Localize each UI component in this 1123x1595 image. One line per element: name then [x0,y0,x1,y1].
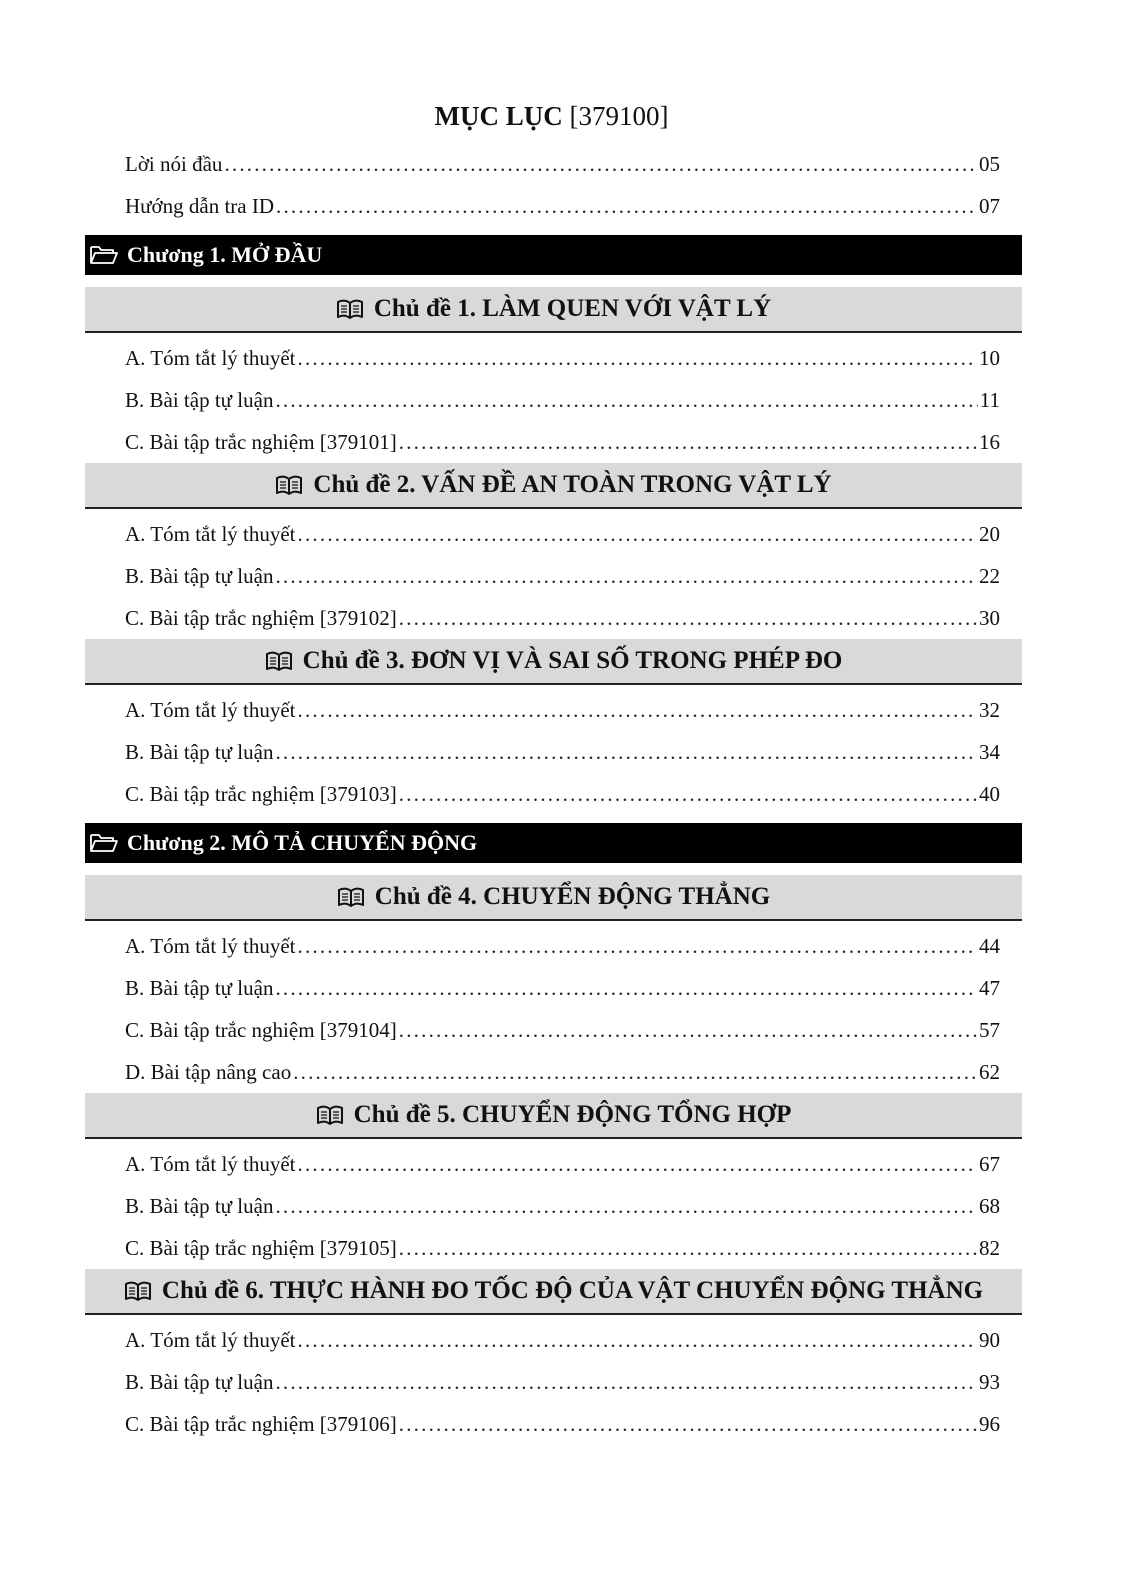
folder-open-icon [89,832,119,854]
entry-page: 40 [979,782,1000,806]
entry-page: 68 [979,1194,1000,1218]
book-icon [124,1280,152,1302]
entry-label: C. Bài tập trắc nghiệm [379105] [125,1236,397,1260]
entry-page: 62 [979,1060,1000,1084]
dot-leader [298,1143,977,1185]
page-title [0,96,1103,136]
entry-page: 20 [979,522,1000,546]
toc-entry[interactable] [85,185,1022,227]
entry-label: C. Bài tập trắc nghiệm [379101] [125,430,397,454]
topic-label: Chủ đề 3. ĐƠN VỊ VÀ SAI SỐ TRONG PHÉP ĐO [302,647,843,674]
topic-header[interactable] [85,875,1022,921]
dot-leader [275,967,977,1009]
dot-leader [275,555,977,597]
toc-entry[interactable] [85,1143,1022,1185]
dot-leader [276,185,977,227]
entry-label: A. Tóm tắt lý thuyết [125,346,296,370]
toc-entry[interactable] [85,1051,1022,1093]
book-icon [336,298,364,320]
book-icon [337,886,365,908]
entry-page: 32 [979,698,1000,722]
entry-label: C. Bài tập trắc nghiệm [379104] [125,1018,397,1042]
toc-entry[interactable] [85,1227,1022,1269]
toc-entry[interactable] [85,1361,1022,1403]
dot-leader [399,1009,977,1051]
chapter-label: Chương 2. MÔ TẢ CHUYỂN ĐỘNG [127,830,478,855]
topic-label: Chủ đề 5. CHUYỂN ĐỘNG TỔNG HỢP [353,1101,792,1128]
entry-label: Lời nói đầu [125,152,223,176]
toc-entry[interactable] [85,925,1022,967]
entry-page: 16 [979,430,1000,454]
entry-page: 90 [979,1328,1000,1352]
toc-entry[interactable] [85,421,1022,463]
topic-header[interactable] [85,1269,1022,1315]
entry-page: 22 [979,564,1000,588]
entry-label: C. Bài tập trắc nghiệm [379103] [125,782,397,806]
dot-leader [298,925,977,967]
entry-page: 82 [979,1236,1000,1260]
book-icon [265,650,293,672]
entry-page: 10 [979,346,1000,370]
book-icon [275,474,303,496]
toc-entry[interactable] [85,1185,1022,1227]
dot-leader [275,731,977,773]
chapter-header[interactable] [85,235,1022,275]
entry-label: A. Tóm tắt lý thuyết [125,698,296,722]
dot-leader [399,421,977,463]
entry-page: 47 [979,976,1000,1000]
entry-label: C. Bài tập trắc nghiệm [379106] [125,1412,397,1436]
toc-entry[interactable] [85,967,1022,1009]
topic-header[interactable] [85,463,1022,509]
entry-label: D. Bài tập nâng cao [125,1060,292,1084]
toc-entry[interactable] [85,597,1022,639]
topic-label: Chủ đề 4. CHUYỂN ĐỘNG THẲNG [374,883,771,910]
title-main: MỤC LỤC [434,101,563,131]
dot-leader [275,1361,977,1403]
entry-page: 96 [979,1412,1000,1436]
dot-leader [399,1403,977,1445]
toc-entry[interactable] [85,143,1022,185]
topic-header[interactable] [85,639,1022,685]
entry-page: 05 [979,152,1000,176]
entry-page: 30 [979,606,1000,630]
entry-page: 44 [979,934,1000,958]
entry-label: B. Bài tập tự luận [125,1194,274,1218]
toc-entry[interactable] [85,1319,1022,1361]
dot-leader [298,513,977,555]
entry-label: C. Bài tập trắc nghiệm [379102] [125,606,397,630]
toc-entry[interactable] [85,555,1022,597]
entry-label: Hướng dẫn tra ID [125,194,275,218]
topic-header[interactable] [85,287,1022,333]
entry-label: B. Bài tập tự luận [125,740,274,764]
folder-open-icon [89,244,119,266]
toc-entry[interactable] [85,379,1022,421]
dot-leader [399,597,977,639]
entry-page: 67 [979,1152,1000,1176]
entry-label: B. Bài tập tự luận [125,388,274,412]
topic-label: Chủ đề 2. VẤN ĐỀ AN TOÀN TRONG VẬT LÝ [313,471,832,498]
entry-page: 93 [979,1370,1000,1394]
entry-page: 11 [979,388,1000,412]
toc-entry[interactable] [85,689,1022,731]
toc-entry[interactable] [85,731,1022,773]
topic-header[interactable] [85,1093,1022,1139]
dot-leader [224,143,977,185]
dot-leader [293,1051,977,1093]
toc-entry[interactable] [85,1403,1022,1445]
dot-leader [298,337,977,379]
entry-page: 57 [979,1018,1000,1042]
dot-leader [298,1319,977,1361]
book-icon [316,1104,344,1126]
title-id: [379100] [569,101,669,131]
dot-leader [275,379,977,421]
chapter-header[interactable] [85,823,1022,863]
table-of-contents [85,143,1022,1445]
toc-entry[interactable] [85,773,1022,815]
toc-entry[interactable] [85,513,1022,555]
entry-label: B. Bài tập tự luận [125,1370,274,1394]
entry-label: B. Bài tập tự luận [125,976,274,1000]
entry-page: 07 [979,194,1000,218]
dot-leader [298,689,977,731]
topic-label: Chủ đề 6. THỰC HÀNH ĐO TỐC ĐỘ CỦA VẬT CHUYỂN ĐỘNG THẲNG [161,1277,984,1304]
entry-label: A. Tóm tắt lý thuyết [125,934,296,958]
toc-entry[interactable] [85,337,1022,379]
entry-label: B. Bài tập tự luận [125,564,274,588]
entry-page: 34 [979,740,1000,764]
entry-label: A. Tóm tắt lý thuyết [125,1152,296,1176]
topic-label: Chủ đề 1. LÀM QUEN VỚI VẬT LÝ [373,295,772,322]
dot-leader [399,773,977,815]
entry-label: A. Tóm tắt lý thuyết [125,522,296,546]
dot-leader [275,1185,977,1227]
entry-label: A. Tóm tắt lý thuyết [125,1328,296,1352]
chapter-label: Chương 1. MỞ ĐẦU [127,242,323,267]
toc-entry[interactable] [85,1009,1022,1051]
dot-leader [399,1227,977,1269]
